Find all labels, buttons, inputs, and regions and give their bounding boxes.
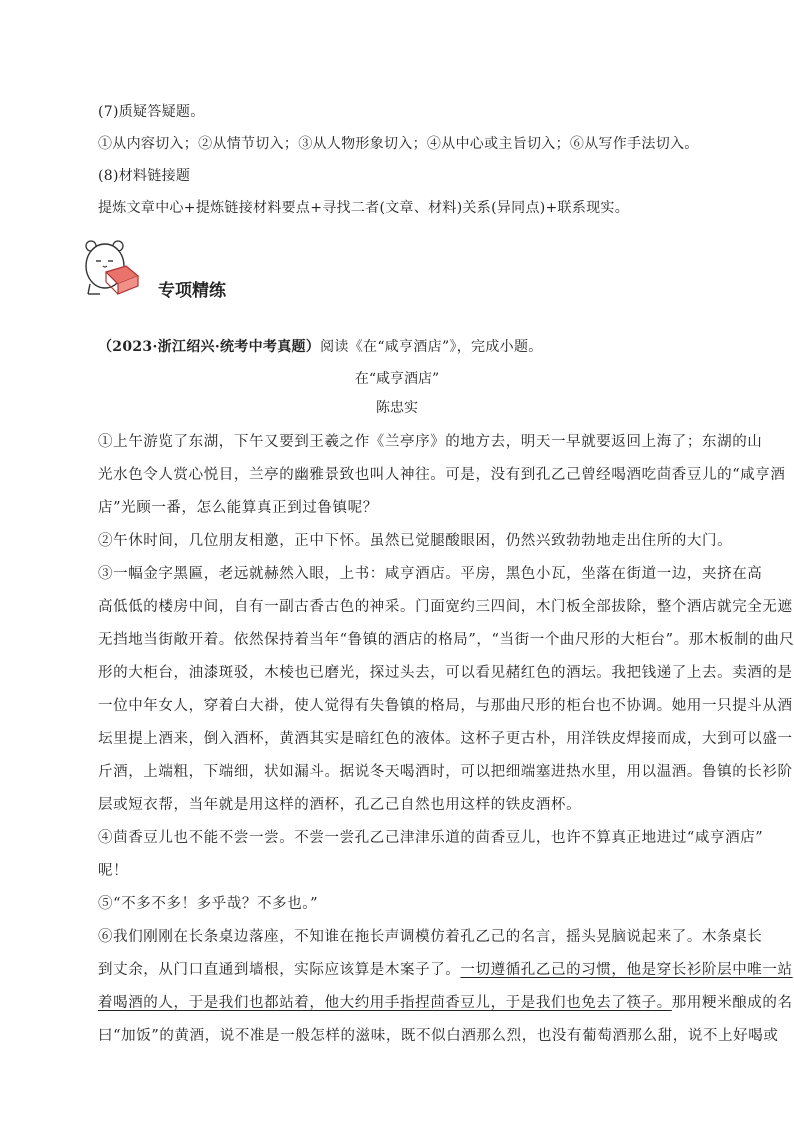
underlined-sentence: 一切遵循孔乙己的习惯，他是穿长衫阶层中唯一站 — [460, 962, 793, 978]
paragraph-3-line: ③一幅金字黑匾，老远就赫然入眼，上书：咸亨酒店。平房，黑色小瓦，坐落在街道一边，夹挤在高 — [98, 566, 763, 582]
section-title: 专项精练 — [158, 281, 226, 301]
article-title: 在“咸亨酒店” — [354, 371, 440, 387]
bear-reading-book-icon — [80, 236, 146, 300]
item-7-text: ①从内容切入；②从情节切入；③从人物形象切入；④从中心或主旨切入；⑥从写作手法切入。 — [98, 136, 699, 152]
paragraph-1-line: 店”光顾一番，怎么能算真正到过鲁镇呢？ — [98, 500, 378, 516]
question-prompt: 阅读《在“咸亨酒店”》，完成小题。 — [320, 339, 543, 355]
paragraph-2-line: ②午休时间，几位朋友相邀，正中下怀。虽然已觉腿酸眼困，仍然兴致勃勃地走出住所的大门。 — [98, 533, 733, 549]
paragraph-3-line: 形的大柜台，油漆斑驳，木棱也已磨光，探过头去，可以看见赭红色的酒坛。我把钱递了上去。卖酒的是 — [98, 665, 793, 681]
paragraph-1-line: 光水色令人赏心悦目，兰亭的幽雅景致也叫人神往。可是，没有到孔乙己曾经喝酒吃茴香豆儿的“咸亨酒 — [98, 467, 786, 483]
item-8-text: 提炼文章中心+提炼链接材料要点+寻找二者(文章、材料)关系(异同点)+联系现实。 — [98, 200, 630, 216]
paragraph-6-text: 那用粳米酿成的名 — [671, 995, 793, 1011]
paragraph-6-line — [98, 960, 793, 980]
paragraph-3-line: 无挡地当街敞开着。依然保持着当年“鲁镇的酒店的格局”，“当街一个曲尺形的大柜台”。那木板制的曲尺 — [98, 632, 794, 648]
paragraph-3-line: 层或短衣帮，当年就是用这样的酒杯，孔乙己自然也用这样的铁皮酒杯。 — [98, 797, 582, 813]
paragraph-3-line: 一位中年女人，穿着白大褂，使人觉得有失鲁镇的格局，与那曲尺形的柜台也不协调。她用一只提斗从酒 — [98, 698, 793, 714]
underlined-sentence: 着喝酒的人，于是我们也都站着，他大约用手指捏茴香豆儿，于是我们也免去了筷子。 — [98, 995, 672, 1011]
item-7-title: (7)质疑答疑题。 — [98, 104, 205, 120]
question-source: （2023·浙江绍兴·统考中考真题） — [98, 339, 321, 355]
paragraph-4-line: 呢！ — [98, 863, 129, 879]
question-heading — [98, 337, 698, 357]
paragraph-5-line: ⑤“不多不多！多乎哉？不多也。” — [98, 896, 319, 912]
paragraph-1-line: ①上午游览了东湖，下午又要到王羲之作《兰亭序》的地方去，明天一早就要返回上海了；东湖的山 — [98, 434, 763, 450]
article-author: 陈忠实 — [376, 400, 418, 416]
paragraph-6-line — [98, 993, 793, 1013]
paragraph-3-line: 高低低的楼房中间，自有一副古香古色的神采。门面宽约三四间，木门板全部拔除，整个酒店就完全无遮 — [98, 599, 793, 615]
paragraph-4-line: ④茴香豆儿也不能不尝一尝。不尝一尝孔乙己津津乐道的茴香豆儿，也许不算真正地进过“咸亨酒店” — [98, 830, 764, 846]
paragraph-3-line: 斤酒，上端粗，下端细，状如漏斗。据说冬天喝酒时，可以把细端塞进热水里，用以温酒。鲁镇的长衫阶 — [98, 764, 793, 780]
paragraph-3-line: 坛里提上酒来，倒入酒杯，黄酒其实是暗红色的液体。这杯子更古朴，用洋铁皮焊接而成，大到可以盛一 — [98, 731, 793, 747]
item-8-title: (8)材料链接题 — [98, 168, 191, 184]
paragraph-6-text: 到丈余，从门口直通到墙根，实际应该算是木案子了。 — [98, 962, 461, 978]
paragraph-6-line: 曰“加饭”的黄酒，说不准是一般怎样的滋味，既不似白酒那么烈，也没有葡萄酒那么甜，说不上好喝或 — [98, 1028, 779, 1044]
paragraph-6-line: ⑥我们刚刚在长条桌边落座，不知谁在拖长声调模仿着孔乙己的名言，摇头晃脑说起来了。木条桌长 — [98, 929, 763, 945]
